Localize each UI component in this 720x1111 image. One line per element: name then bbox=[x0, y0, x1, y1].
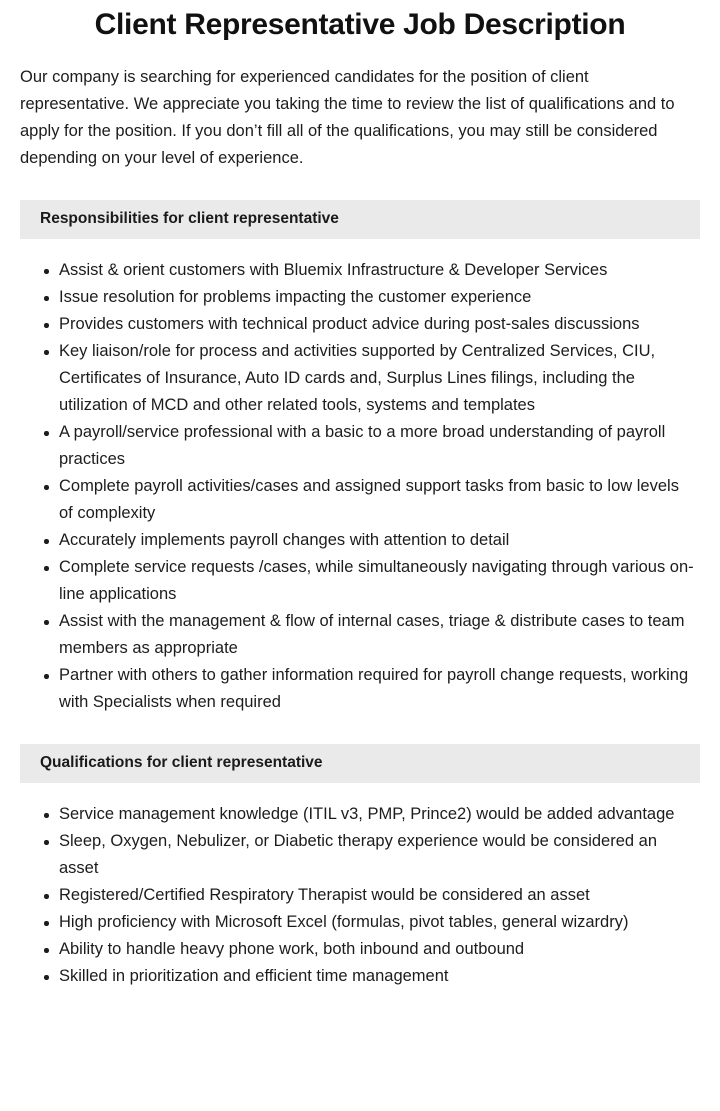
section-heading: Qualifications for client representative bbox=[40, 754, 323, 771]
section-header-band bbox=[20, 744, 700, 783]
list-item: Service management knowledge (ITIL v3, PMP, Prince2) would be added advantage bbox=[0, 801, 697, 828]
page-title: Client Representative Job Description bbox=[94, 8, 626, 41]
sections-container bbox=[0, 200, 720, 1020]
section-block bbox=[0, 744, 720, 1020]
list-item: Complete payroll activities/cases and assigned support tasks from basic to low levels of complexity bbox=[0, 473, 697, 527]
list-item: A payroll/service professional with a basic to a more broad understanding of payroll practices bbox=[0, 419, 697, 473]
list-item: Key liaison/role for process and activities supported by Centralized Services, CIU, Certificates of Insurance, Auto ID cards and, Surplus Lines filings, including the utilization of MCD and other related tools, systems and templates bbox=[0, 338, 697, 419]
list-item: Skilled in prioritization and efficient time management bbox=[0, 963, 697, 990]
list-item: Accurately implements payroll changes with attention to detail bbox=[0, 527, 697, 554]
list-item: Ability to handle heavy phone work, both inbound and outbound bbox=[0, 936, 697, 963]
list-item: Assist & orient customers with Bluemix Infrastructure & Developer Services bbox=[0, 257, 697, 284]
list-item: High proficiency with Microsoft Excel (formulas, pivot tables, general wizardry) bbox=[0, 909, 697, 936]
intro-paragraph: Our company is searching for experienced candidates for the position of client representative. We appreciate you taking the time to review the list of qualifications and to apply for the position. If you don’t fill all of the qualifications, you may still be considered depending on your level of experience. bbox=[20, 68, 675, 167]
list-item: Complete service requests /cases, while simultaneously navigating through various on-line applications bbox=[0, 554, 697, 608]
list-item: Issue resolution for problems impacting the customer experience bbox=[0, 284, 697, 311]
list-item: Assist with the management & flow of internal cases, triage & distribute cases to team members as appropriate bbox=[0, 608, 697, 662]
bullet-list bbox=[0, 801, 720, 1020]
list-item: Provides customers with technical product advice during post-sales discussions bbox=[0, 311, 697, 338]
section-heading: Responsibilities for client representative bbox=[40, 210, 339, 227]
bullet-list bbox=[0, 257, 720, 716]
section-block bbox=[0, 200, 720, 716]
list-item: Registered/Certified Respiratory Therapist would be considered an asset bbox=[0, 882, 697, 909]
section-header-band bbox=[20, 200, 700, 239]
list-item: Partner with others to gather information required for payroll change requests, working with Specialists when required bbox=[0, 662, 697, 716]
list-item: Sleep, Oxygen, Nebulizer, or Diabetic therapy experience would be considered an asset bbox=[0, 828, 697, 882]
